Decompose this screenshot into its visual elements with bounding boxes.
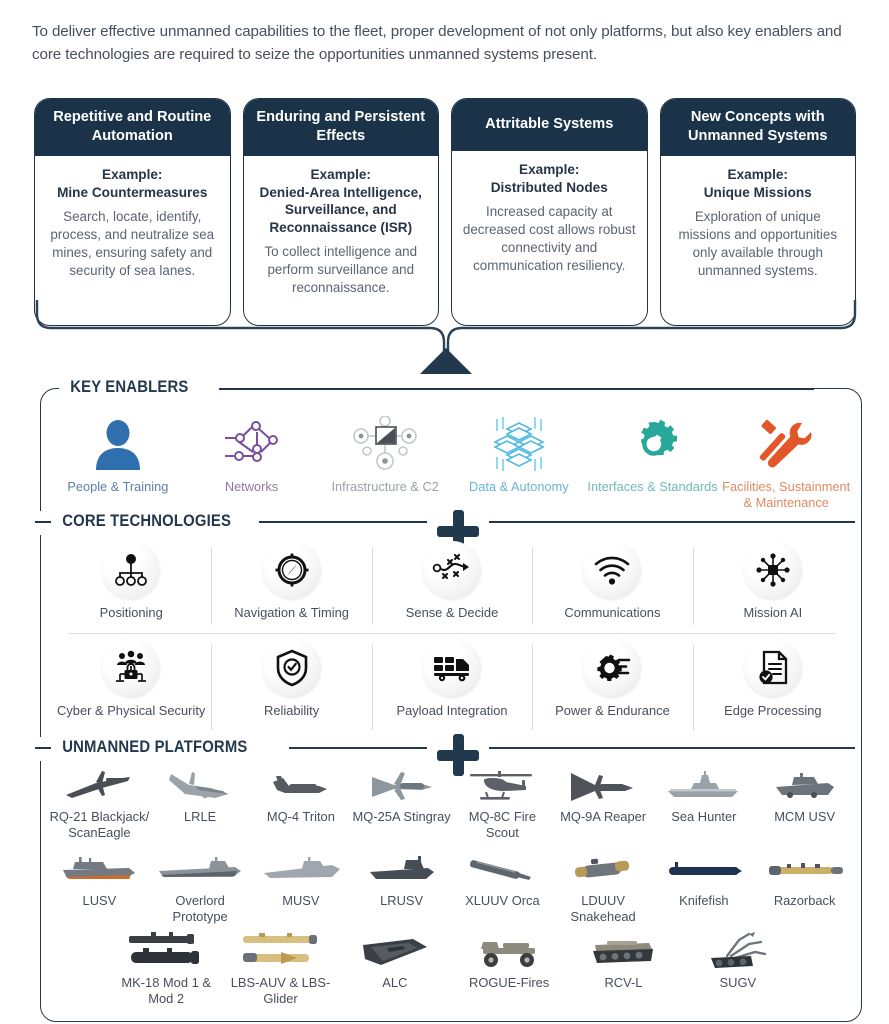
key-enabler-label: Facilities, Sustainment & Maintenance (722, 479, 851, 510)
core-technology-label: Positioning (99, 605, 163, 620)
key-enabler-label: Data & Autonomy (469, 479, 569, 494)
platform-label: Sea Hunter (671, 809, 737, 824)
key-enabler-label: Infrastructure & C2 (331, 479, 439, 494)
key-enabler-item (586, 411, 720, 521)
card-example (462, 161, 637, 196)
platform-label: MCM USV (774, 809, 836, 824)
data-servers-icon (487, 413, 551, 475)
core-row-divider (69, 633, 835, 634)
infrastructure-c2-icon (352, 413, 418, 475)
core-technology-label: Cyber & Physical Security (57, 703, 206, 718)
positioning-tree-icon (102, 541, 160, 599)
surface-vessel-icon (366, 848, 438, 892)
tracked-vehicle-icon (587, 930, 659, 974)
border-gap-mask (37, 737, 45, 761)
core-technology-label: Reliability (264, 703, 320, 718)
platform-label: ALC (382, 975, 408, 990)
card-example-label: Example: (102, 167, 163, 182)
platform-label: MUSV (282, 893, 320, 908)
core-technology-item (693, 637, 853, 742)
key-enabler-item (719, 411, 853, 521)
undersea-vehicle-icon (765, 848, 845, 892)
power-gear-icon (583, 639, 641, 697)
key-enabler-row (51, 411, 853, 521)
platform-grid (49, 764, 855, 1016)
network-nodes-icon (221, 413, 283, 475)
undersea-vehicle-icon (467, 848, 537, 892)
card-description: Search, locate, identify, process, and neutralize sea mines, ensuring safety and security of sea lanes. (50, 209, 215, 278)
platform-label: LDUUV Snakehead (570, 893, 636, 924)
core-technology-item (372, 637, 532, 742)
platform-label: LRUSV (380, 893, 424, 908)
intro-paragraph: To deliver effective unmanned capabilities to the fleet, proper development of not only platforms, but also key enablers and core technologies are required to seize the opportunities unmanned systems present. (32, 23, 842, 63)
platform-item (49, 848, 150, 909)
card-example-label: Example: (310, 167, 371, 182)
platform-item (351, 848, 452, 909)
platform-label: MQ-9A Reaper (560, 809, 647, 824)
section-rule-core-technologies-right (489, 521, 855, 523)
capability-stack (40, 378, 862, 1022)
core-technology-label: Sense & Decide (405, 605, 499, 620)
section-rule-core-technologies (259, 521, 427, 523)
platform-label: LUSV (82, 893, 117, 908)
hammer-wrench-icon (756, 413, 816, 475)
alc-craft-icon (357, 930, 433, 974)
compass-icon (263, 541, 321, 599)
platform-item (553, 848, 654, 924)
capability-card (34, 98, 231, 326)
platform-label: RQ-21 Blackjack/ ScanEagle (49, 809, 150, 840)
core-technology-row (51, 539, 853, 637)
key-enabler-item (185, 411, 319, 521)
fixed-wing-uav-icon (165, 764, 235, 808)
core-technology-grid (51, 539, 853, 742)
platform-label: XLUUV Orca (465, 893, 540, 908)
platform-item (654, 764, 755, 825)
platform-item (566, 930, 680, 991)
core-technology-item (532, 637, 692, 742)
platform-label: ROGUE-Fires (469, 975, 550, 990)
core-technology-item (51, 637, 211, 742)
platform-row (49, 848, 855, 930)
section-label-key-enablers: KEY ENABLERS (63, 378, 197, 397)
platform-item (654, 848, 755, 909)
platform-item (452, 930, 566, 991)
card-example-value: Denied-Area Intelligence, Surveillance, and Reconnaissance (ISR) (259, 184, 422, 235)
card-example-label: Example: (519, 162, 580, 177)
platform-label: SUGV (719, 975, 757, 990)
platform-label: Overlord Prototype (172, 893, 228, 924)
core-technology-label: Mission AI (743, 605, 803, 620)
person-icon (92, 413, 144, 475)
undersea-vehicle-icon (665, 848, 743, 892)
section-label-unmanned-platforms: UNMANNED PLATFORMS (55, 738, 256, 757)
surface-vessel-icon (664, 764, 744, 808)
cyber-security-lock-icon (102, 639, 160, 697)
sense-decide-path-icon (423, 541, 481, 599)
platform-item (150, 764, 251, 825)
undersea-vehicle-icon (569, 848, 637, 892)
ground-vehicle-icon (473, 930, 545, 974)
platform-row (49, 764, 855, 848)
card-description: To collect intelligence and perform surveillance and reconnaissance. (264, 244, 418, 295)
key-enabler-item (452, 411, 586, 521)
platform-item (452, 848, 553, 909)
platform-label: Razorback (773, 893, 836, 908)
platform-label: RCV-L (604, 975, 643, 990)
section-rule-key-enablers (219, 388, 814, 390)
core-technology-item (372, 539, 532, 637)
capability-card (451, 98, 648, 326)
mission-ai-chip-icon (744, 541, 802, 599)
platform-item (681, 930, 795, 991)
platform-item (49, 764, 150, 840)
core-technology-item (211, 637, 371, 742)
key-enabler-item (318, 411, 452, 521)
core-technology-item (693, 539, 853, 637)
card-example-value: Mine Countermeasures (57, 184, 208, 200)
card-example (254, 166, 429, 236)
surface-vessel-icon (770, 764, 840, 808)
helicopter-uav-icon (464, 764, 540, 808)
fixed-wing-uav-icon (368, 764, 436, 808)
core-technology-label: Payload Integration (396, 703, 508, 718)
platform-label: MQ-4 Triton (266, 809, 335, 824)
card-title: Repetitive and Routine Automation (35, 99, 230, 156)
platform-label: MQ-25A Stingray (352, 809, 451, 824)
platform-item (150, 848, 251, 924)
platform-item (754, 848, 855, 909)
undersea-vehicle-pair-icon (121, 930, 211, 974)
platform-item (251, 764, 352, 825)
surface-vessel-icon (157, 848, 243, 892)
section-label-core-technologies: CORE TECHNOLOGIES (55, 512, 239, 531)
section-rule-unmanned-platforms (289, 747, 427, 749)
fixed-wing-uav-icon (267, 764, 335, 808)
card-title: New Concepts with Unmanned Systems (661, 99, 856, 156)
core-technology-row (51, 637, 853, 742)
core-technology-label: Edge Processing (724, 703, 822, 718)
card-example-value: Unique Missions (703, 184, 812, 200)
platform-label: LBS-AUV & LBS-Glider (230, 975, 331, 1006)
platform-item (223, 930, 337, 1006)
small-ground-robot-icon (705, 930, 771, 974)
card-body (452, 151, 647, 325)
key-enabler-item (51, 411, 185, 521)
shield-check-icon (263, 639, 321, 697)
platform-item (754, 764, 855, 825)
platform-label: MK-18 Mod 1 & Mod 2 (121, 975, 211, 1006)
core-technology-label: Navigation & Timing (234, 605, 349, 620)
surface-vessel-icon (260, 848, 342, 892)
key-enabler-label: People & Training (67, 479, 169, 494)
card-title: Enduring and Persistent Effects (244, 99, 439, 156)
fixed-wing-uav-icon (62, 764, 136, 808)
platform-label: Knifefish (679, 893, 729, 908)
card-example (45, 166, 220, 201)
core-technology-item (211, 539, 371, 637)
up-arrow-icon (420, 348, 472, 374)
core-technology-item (532, 539, 692, 637)
platform-row (49, 930, 855, 1016)
core-technology-label: Communications (564, 605, 661, 620)
surface-vessel-icon (59, 848, 139, 892)
card-example-value: Distributed Nodes (490, 179, 608, 195)
platform-label: LRLE (184, 809, 217, 824)
key-enabler-label: Networks (224, 479, 279, 494)
platform-item (251, 848, 352, 909)
platform-item (351, 764, 452, 825)
core-technology-label: Power & Endurance (555, 703, 670, 718)
platform-item (553, 764, 654, 825)
section-left-tick-core (35, 521, 51, 523)
capability-card-row (34, 98, 856, 326)
section-left-tick-platforms (35, 747, 51, 749)
fixed-wing-uav-icon (569, 764, 637, 808)
capability-card (243, 98, 440, 326)
gear-refresh-icon (625, 413, 681, 475)
capability-card (660, 98, 857, 326)
border-gap-mask (37, 511, 45, 535)
payload-truck-icon (423, 639, 481, 697)
card-title: Attritable Systems (452, 99, 647, 151)
edge-document-check-icon (744, 639, 802, 697)
card-example (671, 166, 846, 201)
key-enabler-label: Interfaces & Standards (587, 479, 718, 494)
wifi-signal-icon (583, 541, 641, 599)
section-rule-unmanned-platforms-right (489, 747, 855, 749)
core-technology-item (51, 539, 211, 637)
platform-label: MQ-8C Fire Scout (468, 809, 537, 840)
card-example-label: Example: (727, 167, 788, 182)
glider-pair-icon (235, 930, 327, 974)
card-description: Increased capacity at decreased cost allows robust connectivity and communication resiliency. (462, 204, 636, 273)
platform-item (109, 930, 223, 1006)
platform-item (338, 930, 452, 991)
platform-item (452, 764, 553, 840)
card-description: Exploration of unique missions and opportunities only available through unmanned systems. (678, 209, 838, 278)
